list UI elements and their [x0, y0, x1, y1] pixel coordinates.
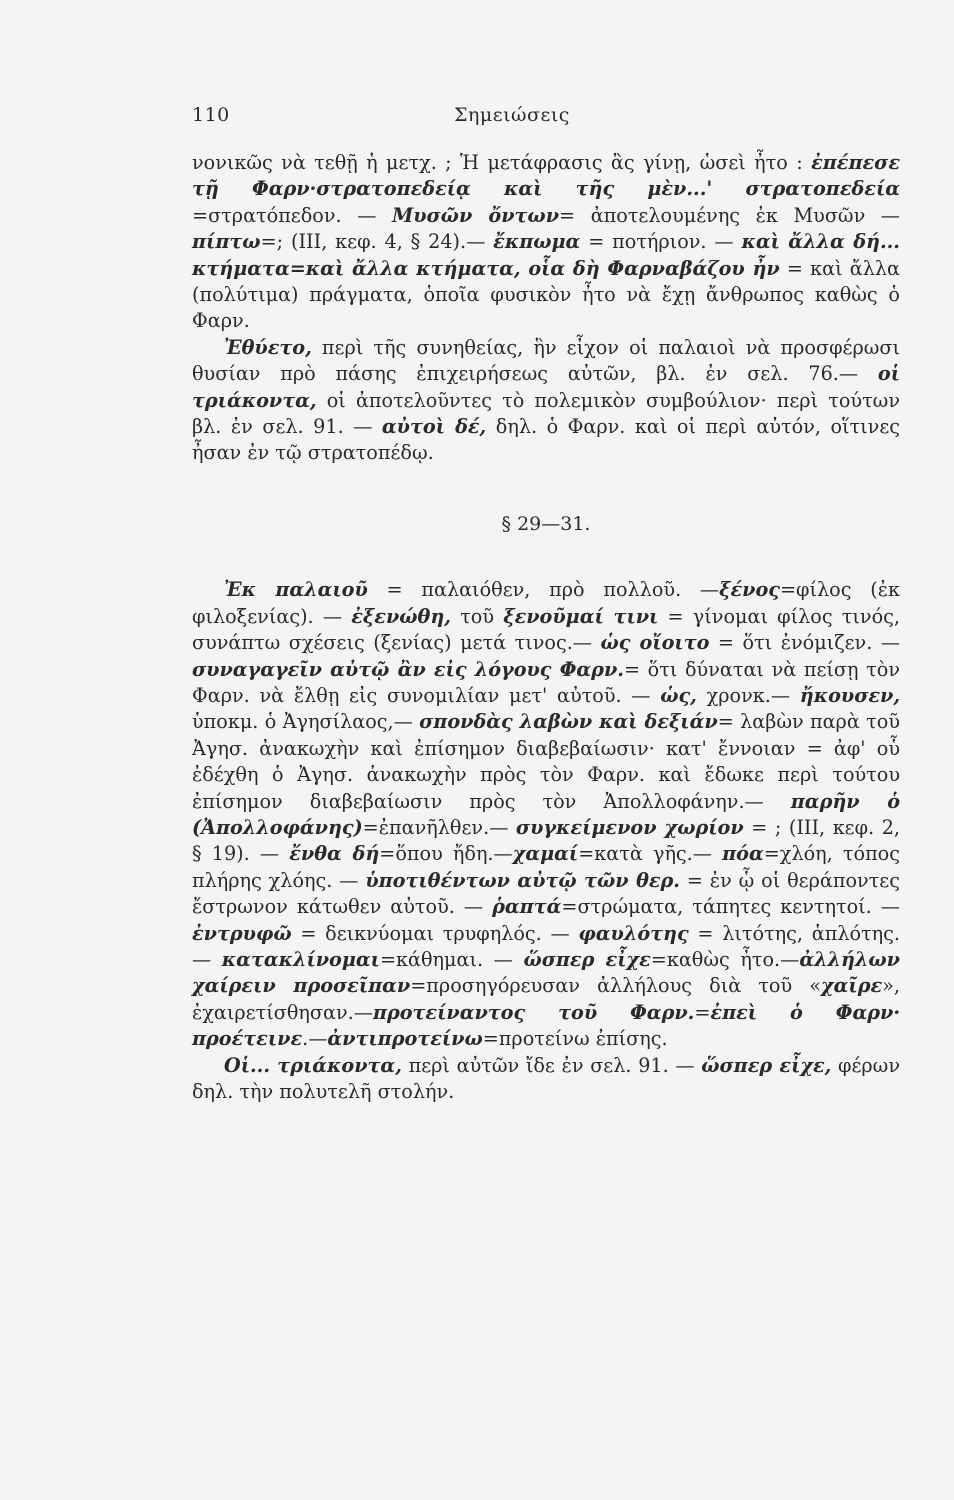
gloss-text: δηλ. ὁ Φαρν. καὶ οἱ περὶ αὐτόν, οἵτινες ἦσαν ἐν τῷ στρατοπέδῳ.	[192, 415, 901, 465]
gloss-text: =καθὼς ἦτο.—	[650, 947, 800, 971]
gloss-text: = ὅτι δύναται νὰ πείσῃ τὸν Φαρν. νὰ ἔλθῃ εἰς συνομιλίαν μετ' αὐτοῦ. —	[192, 657, 900, 707]
lemma-text: ὥσπερ εἶχε	[523, 947, 651, 971]
lemma-text: χαῖρε	[821, 974, 883, 998]
gloss-text: οἱ ἀποτελοῦντες τὸ πολεμικὸν συμβούλιον· περὶ τούτων βλ. ἐν σελ. 91. —	[192, 388, 900, 439]
lemma-text: Ἐθύετο,	[224, 335, 312, 359]
gloss-text: τοῦ	[450, 604, 504, 628]
gloss-text: =	[694, 1000, 711, 1024]
lemma-text: καὶ ἄλλα δή... κτήματα=καὶ ἄλλα κτήματα, οἷα δὴ Φαρναβάζου ἦν	[192, 230, 900, 280]
gloss-text: =προτείνω ἐπίσης.	[482, 1027, 668, 1051]
gloss-text: χρονκ.—	[696, 683, 800, 707]
running-title: Σημειώσεις	[454, 104, 570, 126]
lemma-text: Μυσῶν ὄντων	[391, 203, 560, 227]
gloss-text: = γίνομαι φίλος τινός, συνάπτω σχέσεις (ξενίας) μετά τινος.—	[192, 604, 900, 655]
lemma-text: συγκείμενον χωρίον	[515, 815, 744, 839]
lemma-text: ἔνθα δή	[289, 842, 380, 866]
gloss-text: =κατὰ γῆς.—	[578, 842, 723, 866]
notes-body	[192, 150, 900, 1105]
gloss-text: =κάθημαι. —	[379, 947, 524, 971]
gloss-text: = ποτήριον. —	[580, 230, 742, 254]
lemma-text: πίπτω	[192, 230, 261, 254]
gloss-text: = παλαιόθεν, πρὸ πολλοῦ. —	[367, 578, 720, 602]
lemma-text: ὥσπερ εἶχε,	[701, 1053, 832, 1077]
gloss-text: = λιτότης, ἁπλότης. —	[192, 921, 900, 971]
note-paragraph	[192, 335, 900, 467]
page-number: 110	[192, 104, 230, 126]
lemma-text: αὐτοὶ δέ,	[381, 415, 487, 439]
notes-block-a	[192, 150, 900, 467]
lemma-text: φαυλότης	[578, 921, 689, 945]
lemma-text: σπονδὰς λαβὼν καὶ δεξιάν	[419, 710, 718, 734]
lemma-text: ἐπεὶ ὁ Φαρν· προέτεινε	[192, 1000, 900, 1051]
lemma-text: συναγαγεῖν αὐτῷ ἂν εἰς λόγους Φαρν.	[192, 657, 624, 681]
gloss-text: = ὅτι ἐνόμιζεν. —	[709, 631, 901, 655]
gloss-text: περὶ τῆς συνηθείας, ἣν εἶχον οἱ παλαιοὶ νὰ προσφέρωσι θυσίαν πρὸ πάσης ἐπιχειρήσεως αὐτῶν, βλ. ἐν σελ. 76.—	[192, 335, 900, 386]
lemma-text: ἐξενώθη,	[351, 604, 451, 628]
section-heading: § 29—31.	[501, 512, 591, 535]
gloss-text: .—	[302, 1027, 328, 1051]
lemma-text: ἐντρυφῶ	[192, 921, 292, 945]
gloss-text: = ; (III, κεφ. 2, § 19). —	[192, 815, 900, 866]
notes-block-b	[192, 577, 900, 1105]
lemma-text: ἤκουσεν,	[799, 683, 900, 707]
gloss-text: =στρώματα, τάπητες κεντητοί. —	[561, 895, 900, 919]
gloss-text: =προσηγόρευσαν ἀλλήλους διὰ τοῦ «	[410, 974, 822, 998]
gloss-text: =ὅπου ἤδη.—	[379, 842, 513, 866]
lemma-text: ἀλλήλων χαίρειν προσεῖπαν	[192, 947, 900, 998]
lemma-text: ξενοῦμαί τινι	[503, 604, 659, 628]
note-paragraph	[192, 1053, 900, 1106]
lemma-text: κατακλίνομαι	[221, 947, 380, 971]
note-paragraph	[192, 150, 900, 335]
lemma-text: οἱ τριάκοντα,	[192, 362, 900, 412]
lemma-text: ὑποτιθέντων αὐτῷ τῶν θερ.	[365, 868, 680, 892]
gloss-text: = λαβὼν παρὰ τοῦ Ἀγησ. ἀνακωχὴν καὶ ἐπίσημον διαβεβαίωσιν· κατ' ἔννοιαν = ἀφ' οὗ ἐδέχθη ὁ Ἀγησ. ἀνακωχὴν πρὸς τὸν Φαρν. καὶ ἔδωκε περὶ τούτου ἐπίσημον διαβεβαίωσιν πρὸς τὸν Ἀπολλοφάνην.—	[192, 710, 900, 813]
gloss-text: =στρατόπεδον. —	[192, 203, 392, 227]
lemma-text: Ἐκ παλαιοῦ	[224, 578, 368, 602]
gloss-text: =χλόη, τόπος πλήρης χλόης. —	[192, 842, 900, 892]
gloss-text: ὑποκμ. ὁ Ἀγησίλαος,—	[192, 710, 420, 734]
gloss-text: », ἐχαιρετίσθησαν.—	[192, 974, 900, 1024]
gloss-text: =; (III, κεφ. 4, § 24).—	[260, 230, 494, 254]
lemma-text: ὡς,	[660, 683, 697, 707]
note-paragraph	[192, 577, 900, 1052]
lemma-text: ἐπέπεσε τῇ Φαρν·στρατοπεδείᾳ καὶ τῆς μὲν...' στρατοπεδεία	[192, 151, 900, 201]
lemma-text: ἔκπωμα	[493, 230, 581, 254]
lemma-text: ξένος	[719, 578, 780, 602]
gloss-text: =φίλος (ἐκ φιλοξενίας). —	[192, 578, 900, 628]
gloss-text: περὶ αὐτῶν ἴδε ἐν σελ. 91. —	[401, 1053, 702, 1077]
gloss-text: = ἀποτελουμένης ἐκ Μυσῶν —	[559, 203, 900, 227]
lemma-text: χαμαί	[512, 842, 579, 866]
lemma-text: προτείναντος τοῦ Φαρν.	[372, 1000, 695, 1024]
gloss-text: φέρων δηλ. τὴν πολυτελῆ στολήν.	[192, 1053, 900, 1103]
gloss-text: =ἐπανῆλθεν.—	[362, 815, 516, 839]
gloss-text: νονικῶς νὰ τεθῇ ἡ μετχ. ; Ἡ μετάφρασις ἂς γίνῃ, ὡσεὶ ἦτο :	[192, 151, 812, 174]
lemma-text: ῥαπτά	[492, 895, 562, 919]
running-head	[192, 104, 832, 134]
lemma-text: ἀντιπροτείνω	[327, 1027, 483, 1051]
gloss-text: = καὶ ἄλλα (πολύτιμα) πράγματα, ὁποῖα φυσικὸν ἦτο νὰ ἔχῃ ἄνθρωπος καθὼς ὁ Φαρν.	[192, 256, 900, 333]
gloss-text: = δεικνύομαι τρυφηλός. —	[291, 921, 579, 945]
lemma-text: πόα	[722, 842, 764, 866]
lemma-text: Οἱ... τριάκοντα,	[224, 1053, 402, 1077]
lemma-text: παρῆν ὁ (Ἀπολλοφάνης)	[192, 789, 900, 839]
gloss-text: = ἐν ᾧ οἱ θεράποντες ἔστρωνον κάτωθεν αὐτοῦ. —	[192, 868, 900, 919]
lemma-text: ὡς οἴοιτο	[600, 631, 710, 655]
